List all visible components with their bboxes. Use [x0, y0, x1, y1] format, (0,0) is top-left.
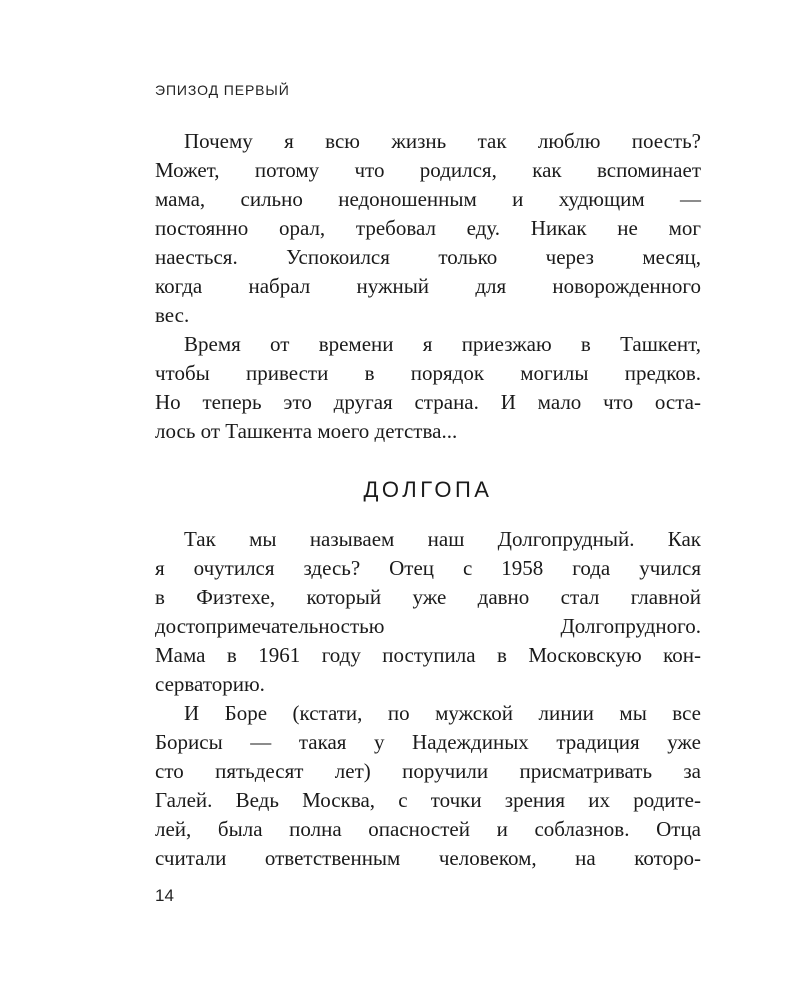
paragraph-3	[155, 525, 701, 699]
text-line: Галей. Ведь Москва, с точки зрения их родите-	[155, 788, 701, 812]
section-heading: ДОЛГОПА	[363, 477, 493, 502]
text-line: вес.	[155, 303, 190, 327]
text-line: Борисы — такая у Надеждиных традиция уже	[155, 730, 701, 754]
section-2-text	[155, 525, 701, 873]
text-line: Мама в 1961 году поступила в Московскую кон-	[155, 643, 701, 667]
text-line: наесться. Успокоился только через месяц,	[155, 245, 701, 269]
text-line: сто пятьдесят лет) поручили присматривать за	[155, 759, 701, 783]
text-line: серваторию.	[155, 672, 265, 696]
text-line: Время от времени я приезжаю в Ташкент,	[184, 332, 701, 356]
text-line: мама, сильно недоношенным и худющим —	[155, 187, 701, 211]
paragraph-1	[155, 127, 701, 330]
text-line: Почему я всю жизнь так люблю поесть?	[184, 129, 701, 153]
text-line: я очутился здесь? Отец с 1958 года учился	[155, 556, 701, 580]
text-line: считали ответственным человеком, на которо-	[155, 846, 701, 870]
section-1-text	[155, 127, 701, 446]
text-line: Может, потому что родился, как вспоминает	[155, 158, 701, 182]
paragraph-4	[155, 699, 701, 873]
page-number: 14	[155, 886, 174, 905]
text-line: Так мы называем наш Долгопрудный. Как	[184, 527, 701, 551]
text-line: постоянно орал, требовал еду. Никак не мог	[155, 216, 701, 240]
running-head: ЭПИЗОД ПЕРВЫЙ	[155, 82, 290, 98]
text-line: чтобы привести в порядок могилы предков.	[155, 361, 701, 385]
text-line: лось от Ташкента моего детства...	[155, 419, 458, 443]
text-line: лей, была полна опасностей и соблазнов. Отца	[155, 817, 701, 841]
text-line: когда набрал нужный для новорожденного	[155, 274, 701, 298]
text-line: И Боре (кстати, по мужской линии мы все	[184, 701, 701, 725]
text-line: достопримечательностью Долгопрудного.	[155, 614, 701, 638]
paragraph-2	[155, 330, 701, 446]
text-line: Но теперь это другая страна. И мало что оста-	[155, 390, 701, 414]
text-line: в Физтехе, который уже давно стал главной	[155, 585, 701, 609]
